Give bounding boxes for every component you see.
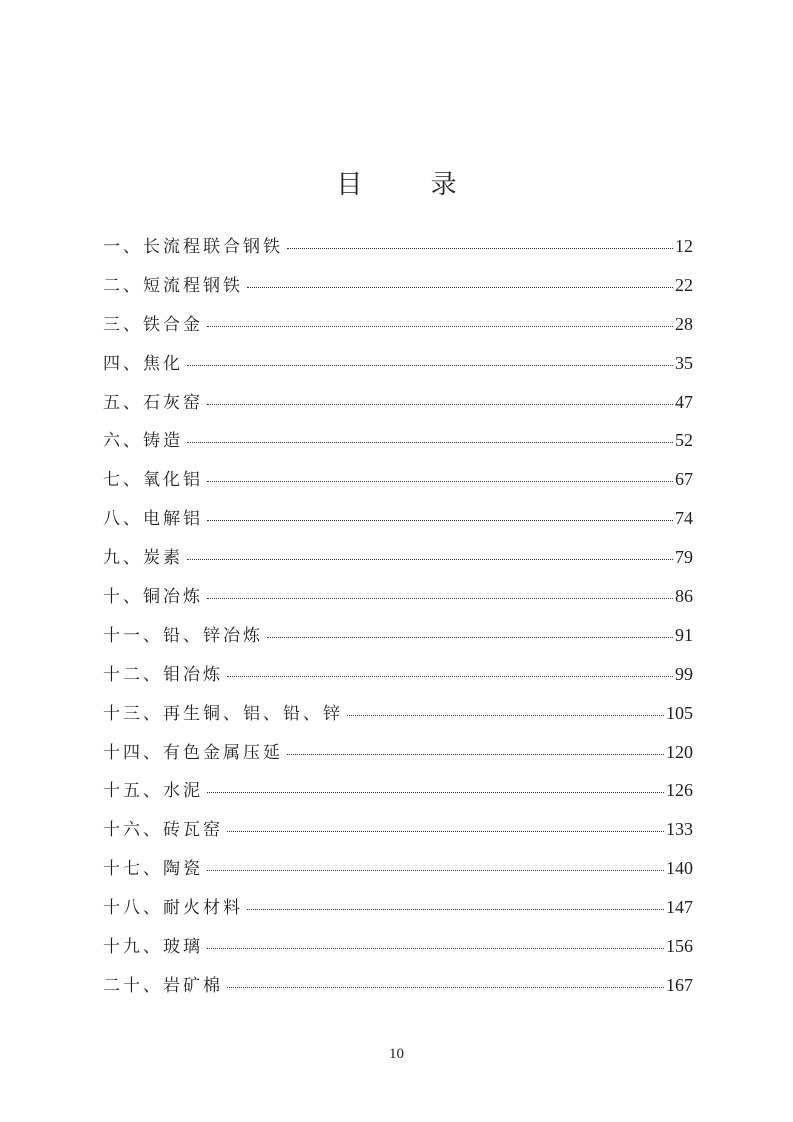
toc-entry[interactable]	[103, 426, 693, 465]
toc-entry-label: 六、铸造	[103, 431, 183, 452]
toc-entry-label: 二、短流程钢铁	[103, 275, 243, 296]
toc-leader-dots	[207, 792, 664, 793]
toc-entry-label: 十三、再生铜、铝、铅、锌	[103, 703, 343, 724]
toc-entry-page: 67	[675, 469, 693, 490]
toc-entry-page: 126	[666, 780, 693, 801]
toc-entry[interactable]	[103, 932, 693, 971]
toc-entry-page: 35	[675, 352, 693, 373]
toc-entry[interactable]	[103, 776, 693, 815]
toc-leader-dots	[207, 520, 673, 521]
toc-entry[interactable]	[103, 271, 693, 310]
toc-leader-dots	[347, 715, 664, 716]
toc-leader-dots	[227, 676, 673, 677]
toc-entry[interactable]	[103, 738, 693, 777]
toc-entry-page: 74	[675, 508, 693, 529]
toc-entry-label: 十、铜冶炼	[103, 587, 203, 608]
toc-entry-page: 156	[666, 936, 693, 957]
toc-entry[interactable]	[103, 349, 693, 388]
toc-entry[interactable]	[103, 582, 693, 621]
toc-entry-page: 86	[675, 586, 693, 607]
toc-entry-page: 105	[666, 702, 693, 723]
toc-entry[interactable]	[103, 815, 693, 854]
toc-entry[interactable]	[103, 660, 693, 699]
toc-entry-page: 147	[666, 897, 693, 918]
toc-entry-page: 99	[675, 663, 693, 684]
toc-entry-label: 一、长流程联合钢铁	[103, 237, 283, 257]
toc-leader-dots	[207, 481, 673, 482]
toc-entry-page: 133	[666, 819, 693, 840]
toc-leader-dots	[187, 559, 673, 560]
toc-entry-page: 47	[675, 391, 693, 412]
toc-entry-label: 十六、砖瓦窑	[103, 820, 223, 841]
toc-entry-page: 91	[675, 624, 693, 645]
toc-entry[interactable]	[103, 504, 693, 543]
toc-entry[interactable]	[103, 232, 693, 271]
toc-leader-dots	[187, 365, 673, 366]
toc-entry-label: 二十、岩矿棉	[103, 975, 223, 996]
toc-entry[interactable]	[103, 543, 693, 582]
toc-entry-page: 167	[666, 974, 693, 995]
toc-entry-page: 22	[675, 274, 693, 295]
toc-entry-label: 十七、陶瓷	[103, 859, 203, 880]
page-number: 10	[389, 1046, 404, 1062]
toc-entry-label: 十五、水泥	[103, 781, 203, 802]
toc-entry-label: 五、石灰窑	[103, 392, 203, 413]
toc-leader-dots	[287, 754, 664, 755]
toc-entry-label: 十四、有色金属压延	[103, 742, 283, 763]
toc-entry-label: 三、铁合金	[103, 314, 203, 335]
toc-entry[interactable]	[103, 465, 693, 504]
toc-entry-page: 140	[666, 858, 693, 879]
toc-entry-label: 十八、耐火材料	[103, 898, 243, 919]
toc-entry-page: 28	[675, 313, 693, 334]
toc-leader-dots	[267, 637, 673, 638]
toc-leader-dots	[207, 326, 673, 327]
toc-entry[interactable]	[103, 388, 693, 427]
toc-leader-dots	[247, 287, 673, 288]
toc-leader-dots	[227, 987, 664, 988]
page-title: 目 录	[336, 170, 487, 200]
toc-entry-page: 12	[675, 236, 693, 256]
toc-leader-dots	[207, 404, 673, 405]
toc-leader-dots	[247, 909, 664, 910]
toc-entry-label: 四、焦化	[103, 353, 183, 374]
toc-entry-label: 十二、钼冶炼	[103, 664, 223, 685]
toc-entry-page: 79	[675, 547, 693, 568]
toc-entry-page: 52	[675, 430, 693, 451]
toc-entry[interactable]	[103, 854, 693, 893]
toc-entry[interactable]	[103, 699, 693, 738]
toc-leader-dots	[207, 870, 664, 871]
toc-entry-label: 七、氧化铝	[103, 470, 203, 491]
toc-entry-label: 八、电解铝	[103, 509, 203, 530]
toc-leader-dots	[187, 442, 673, 443]
toc-entry[interactable]	[103, 310, 693, 349]
toc-leader-dots	[287, 248, 673, 249]
toc-leader-dots	[207, 948, 664, 949]
toc-entry-label: 十九、玻璃	[103, 937, 203, 958]
toc-entry[interactable]	[103, 971, 693, 1010]
toc-entry-page: 120	[666, 741, 693, 762]
table-of-contents	[103, 232, 693, 1010]
toc-leader-dots	[227, 831, 664, 832]
toc-entry-label: 九、炭素	[103, 548, 183, 569]
toc-leader-dots	[207, 598, 673, 599]
toc-entry[interactable]	[103, 893, 693, 932]
toc-entry-label: 十一、铅、锌冶炼	[103, 625, 263, 646]
toc-entry[interactable]	[103, 621, 693, 660]
